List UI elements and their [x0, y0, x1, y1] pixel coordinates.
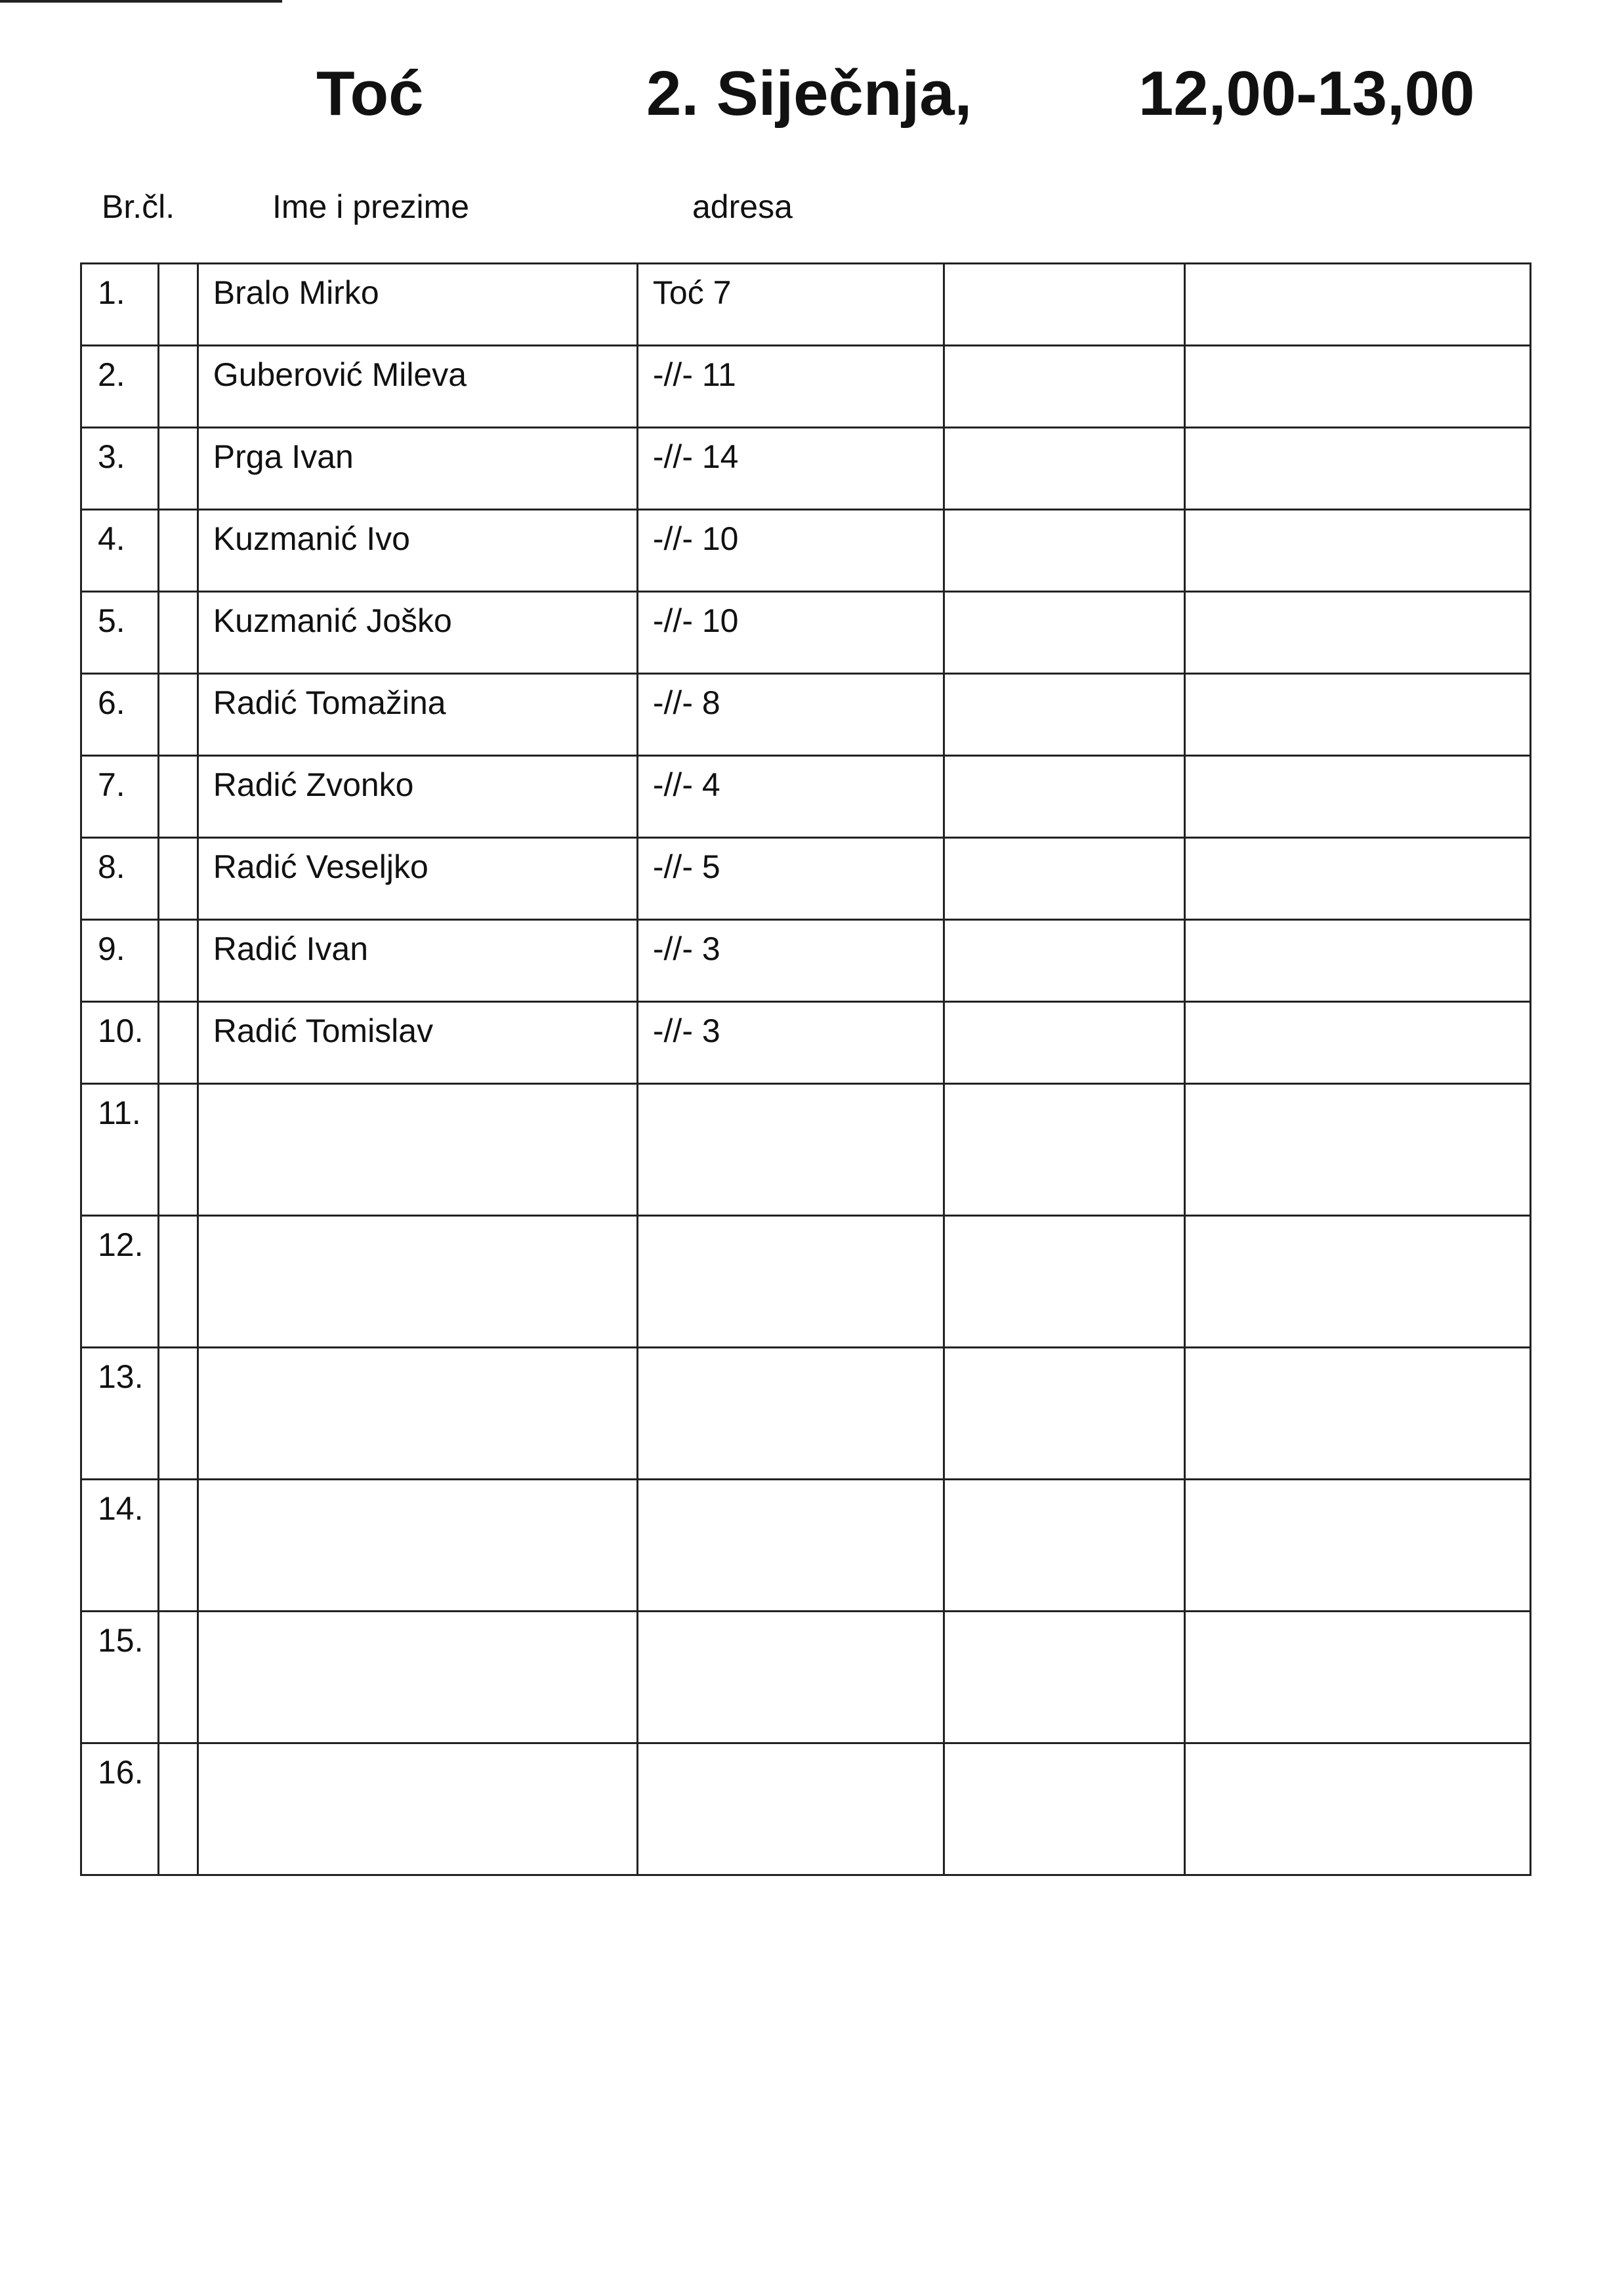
table-row: [82, 1348, 1531, 1480]
table-row: [82, 1480, 1531, 1612]
blank-cell-2: [1186, 839, 1531, 919]
member-number-cell: 14.: [82, 1480, 159, 1610]
mark-cell: [159, 1480, 199, 1610]
member-address-cell: [638, 1217, 945, 1346]
member-name-cell: [199, 1217, 638, 1346]
column-label-number: Br.čl.: [102, 188, 175, 225]
blank-cell-1: [945, 675, 1185, 755]
member-name-cell: [199, 1085, 638, 1215]
mark-cell: [159, 921, 199, 1001]
blank-cell-2: [1186, 1612, 1531, 1742]
table-row: [82, 839, 1531, 921]
member-number-cell: 9.: [82, 921, 159, 1001]
blank-cell-2: [1186, 675, 1531, 755]
member-name-cell: Radić Tomislav: [199, 1003, 638, 1083]
member-address-cell: -//- 10: [638, 510, 945, 591]
table-row: [82, 921, 1531, 1003]
member-name-cell: [199, 1480, 638, 1610]
member-address-cell: -//- 10: [638, 593, 945, 673]
member-number-cell: 10.: [82, 1003, 159, 1083]
member-number-cell: 12.: [82, 1217, 159, 1346]
table-row: [82, 428, 1531, 510]
mark-cell: [159, 1003, 199, 1083]
mark-cell: [159, 510, 199, 591]
mark-cell: [159, 1744, 199, 1874]
mark-cell: [159, 1085, 199, 1215]
member-name-cell: [199, 1744, 638, 1874]
blank-cell-1: [945, 1217, 1185, 1346]
mark-cell: [159, 839, 199, 919]
member-address-cell: -//- 11: [638, 346, 945, 427]
table-row: [82, 264, 1531, 346]
table-row: [82, 757, 1531, 839]
table-row: [82, 1217, 1531, 1348]
blank-cell-2: [1186, 428, 1531, 509]
member-number-cell: 6.: [82, 675, 159, 755]
blank-cell-2: [1186, 510, 1531, 591]
member-name-cell: Kuzmanić Ivo: [199, 510, 638, 591]
mark-cell: [159, 346, 199, 427]
blank-cell-1: [945, 510, 1185, 591]
member-address-cell: [638, 1085, 945, 1215]
column-label-address: adresa: [692, 188, 793, 225]
member-name-cell: Radić Ivan: [199, 921, 638, 1001]
mark-cell: [159, 1348, 199, 1478]
blank-cell-2: [1186, 1217, 1531, 1346]
blank-cell-1: [945, 757, 1185, 837]
member-number-cell: 3.: [82, 428, 159, 509]
table-row: [82, 1085, 1531, 1217]
member-address-cell: Toć 7: [638, 264, 945, 344]
member-name-cell: Guberović Mileva: [199, 346, 638, 427]
table-row: [82, 675, 1531, 757]
blank-cell-1: [945, 264, 1185, 344]
member-name-cell: Prga Ivan: [199, 428, 638, 509]
blank-cell-1: [945, 1085, 1185, 1215]
mark-cell: [159, 1612, 199, 1742]
mark-cell: [159, 264, 199, 344]
member-number-cell: 15.: [82, 1612, 159, 1742]
blank-cell-1: [945, 839, 1185, 919]
mark-cell: [159, 593, 199, 673]
member-number-cell: 7.: [82, 757, 159, 837]
blank-cell-1: [945, 921, 1185, 1001]
member-address-cell: -//- 3: [638, 921, 945, 1001]
table-row: [82, 1612, 1531, 1744]
member-address-cell: [638, 1480, 945, 1610]
members-table: [80, 262, 1531, 1876]
member-name-cell: Radić Veseljko: [199, 839, 638, 919]
table-row: [82, 593, 1531, 675]
table-row: [82, 1744, 1531, 1876]
mark-cell: [159, 428, 199, 509]
table-row: [82, 346, 1531, 428]
mark-cell: [159, 675, 199, 755]
header-place: Toć: [316, 58, 424, 129]
member-address-cell: -//- 5: [638, 839, 945, 919]
blank-cell-2: [1186, 1480, 1531, 1610]
member-address-cell: [638, 1744, 945, 1874]
blank-cell-2: [1186, 1085, 1531, 1215]
blank-cell-1: [945, 1348, 1185, 1478]
blank-cell-2: [1186, 1744, 1531, 1874]
member-number-cell: 11.: [82, 1085, 159, 1215]
member-number-cell: 5.: [82, 593, 159, 673]
member-number-cell: 1.: [82, 264, 159, 344]
member-address-cell: -//- 4: [638, 757, 945, 837]
blank-cell-1: [945, 1744, 1185, 1874]
header-date: 2. Siječnja,: [646, 58, 972, 129]
member-number-cell: 2.: [82, 346, 159, 427]
blank-cell-2: [1186, 264, 1531, 344]
member-address-cell: -//- 14: [638, 428, 945, 509]
header-time: 12,00-13,00: [1138, 58, 1475, 129]
member-name-cell: Radić Tomažina: [199, 675, 638, 755]
blank-cell-2: [1186, 921, 1531, 1001]
blank-cell-1: [945, 1003, 1185, 1083]
blank-cell-1: [945, 593, 1185, 673]
blank-cell-2: [1186, 1348, 1531, 1478]
member-address-cell: -//- 3: [638, 1003, 945, 1083]
member-number-cell: 4.: [82, 510, 159, 591]
scan-edge-line: [0, 0, 282, 3]
column-label-name: Ime i prezime: [272, 188, 470, 225]
member-number-cell: 13.: [82, 1348, 159, 1478]
member-number-cell: 16.: [82, 1744, 159, 1874]
member-name-cell: Bralo Mirko: [199, 264, 638, 344]
blank-cell-1: [945, 428, 1185, 509]
member-address-cell: [638, 1348, 945, 1478]
mark-cell: [159, 1217, 199, 1346]
blank-cell-2: [1186, 593, 1531, 673]
member-address-cell: [638, 1612, 945, 1742]
member-name-cell: [199, 1612, 638, 1742]
blank-cell-1: [945, 1612, 1185, 1742]
blank-cell-1: [945, 346, 1185, 427]
mark-cell: [159, 757, 199, 837]
member-name-cell: [199, 1348, 638, 1478]
blank-cell-2: [1186, 346, 1531, 427]
member-name-cell: Radić Zvonko: [199, 757, 638, 837]
table-row: [82, 1003, 1531, 1085]
member-address-cell: -//- 8: [638, 675, 945, 755]
member-name-cell: Kuzmanić Joško: [199, 593, 638, 673]
blank-cell-2: [1186, 757, 1531, 837]
member-number-cell: 8.: [82, 839, 159, 919]
blank-cell-1: [945, 1480, 1185, 1610]
table-row: [82, 510, 1531, 593]
blank-cell-2: [1186, 1003, 1531, 1083]
